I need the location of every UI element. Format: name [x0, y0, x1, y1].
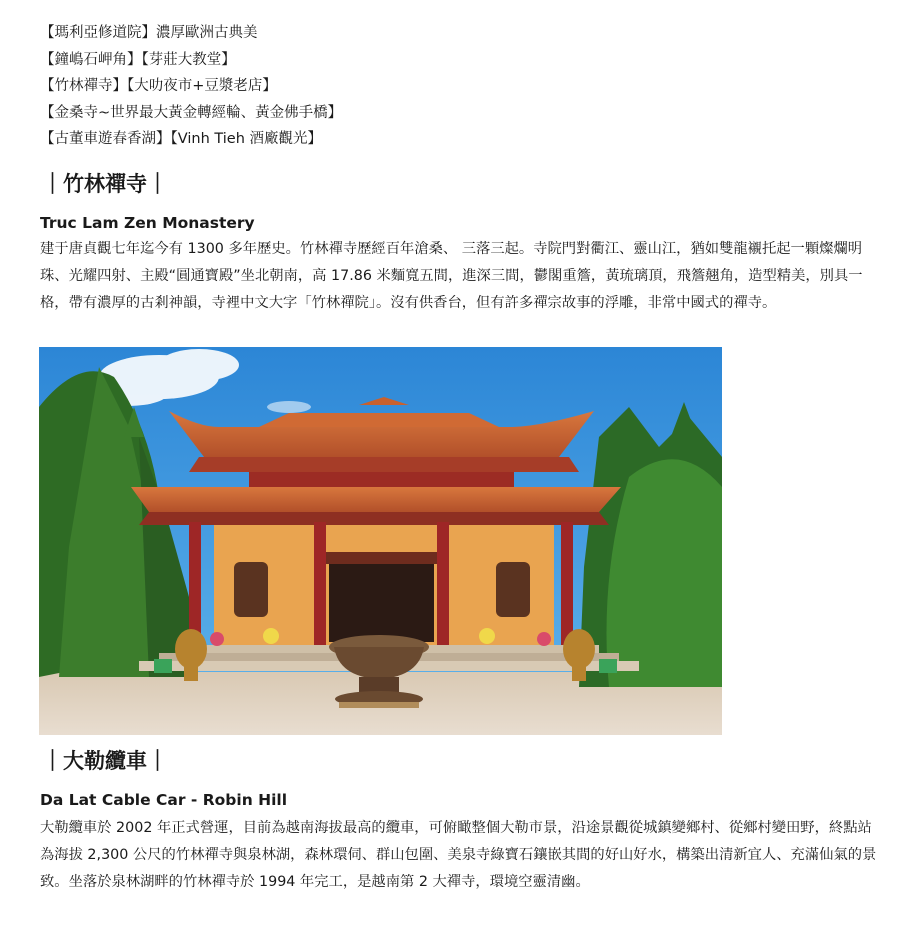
itinerary-tag-line: 【瑪利亞修道院】濃厚歐洲古典美: [40, 25, 258, 41]
section-body-truc-lam: 建于唐貞觀七年迄今有 1300 多年歷史。竹林禪寺歷經百年滄桑、 三落三起。寺院門對衢江、靈山江，猶如雙龍襯托起一顆燦爛明珠、光耀四射、主殿“圓通寶殿”坐北朝南，高 17.86 米麵寬五間，進深三間，鬱閣重簷，黃琉璃頂，飛簷翹角，造型精美，別具一格，帶有濃厚的古剎神韻，寺裡中文大字「竹林禪院」。沒有供香台，但有許多禪宗故事的浮雕，非常中國式的禪寺。: [40, 241, 863, 311]
itinerary-tag-line: 【竹林禪寺】【大叻夜市+豆漿老店】: [40, 78, 277, 95]
section-subtitle-truc-lam: Truc Lam Zen Monastery: [40, 214, 255, 232]
section-title-cable-car: ｜大勒纜車｜: [42, 749, 168, 773]
temple-door: [329, 562, 434, 642]
section-title-truc-lam: ｜竹林禪寺｜: [42, 172, 168, 196]
itinerary-tag-line: 【金桑寺~世界最大黃金轉經輪、黃金佛手橋】: [40, 104, 343, 121]
lower-roof: [131, 487, 621, 525]
itinerary-tag-line: 【古董車遊春香湖】【Vinh Tieh 酒廠觀光】: [40, 131, 323, 148]
section-subtitle-cable-car: Da Lat Cable Car - Robin Hill: [40, 791, 288, 809]
section-body-cable-car: 大勒纜車於 2002 年正式營運，目前為越南海拔最高的纜車，可俯瞰整個大勒市景，沿途景觀從城鎮變鄉村、從鄉村變田野，終點站為海拔 2,300 公尺的竹林禪寺與泉林湖，森林環伺、群山包圍、美泉寺綠寶石鑲嵌其間的好山好水，構築出清新宜人、充滿仙氣的景致。坐落於泉林湖畔的竹林禪寺於 1994 年完工，是越南第 2 大禪寺，環境空靈清幽。: [40, 820, 877, 890]
itinerary-tag-list: [40, 20, 342, 153]
right-trees: [579, 402, 722, 687]
temple-photo: [39, 347, 722, 735]
itinerary-tag-line: 【鐘嶋石岬角】【芽莊大教堂】: [40, 51, 236, 68]
